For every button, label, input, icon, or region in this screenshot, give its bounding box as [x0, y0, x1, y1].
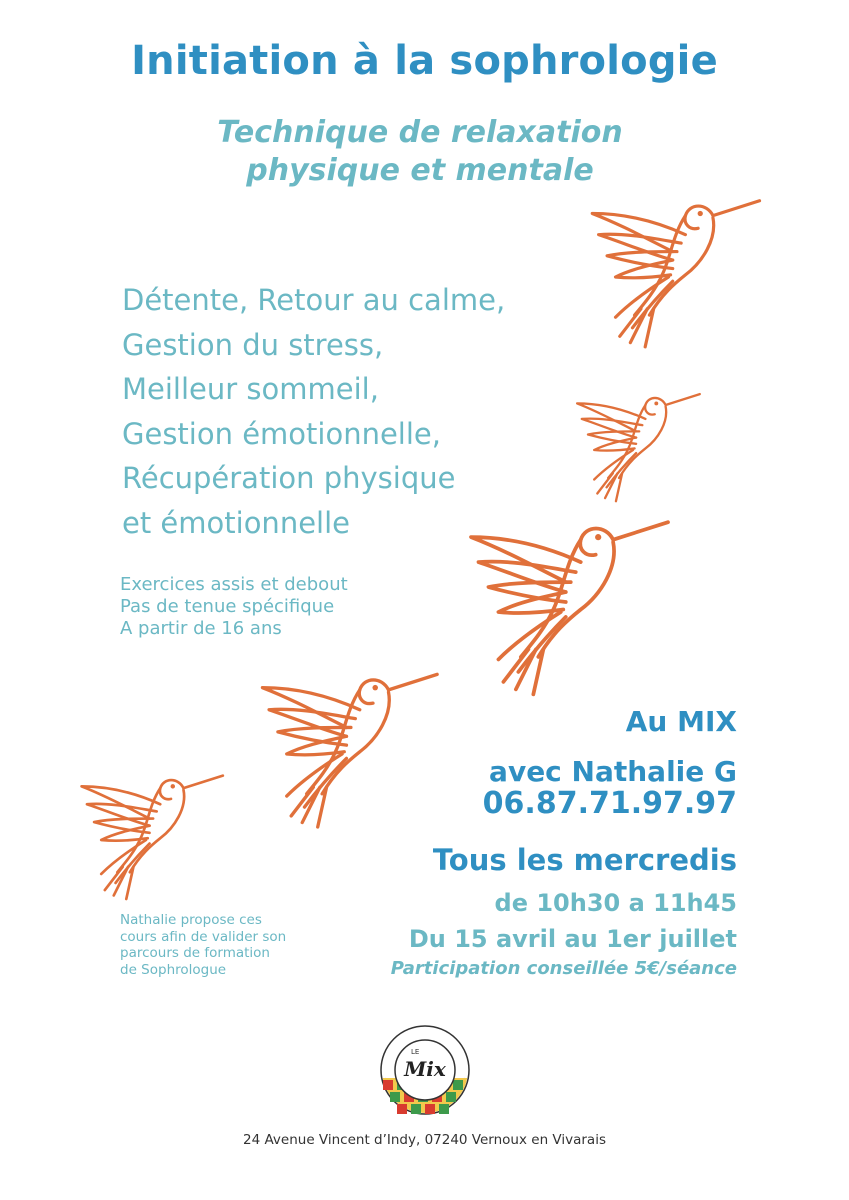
details-list: [120, 574, 348, 640]
schedule-fee: Participation conseillée 5€/séance: [390, 958, 737, 979]
schedule-dates: Du 15 avril au 1er juillet: [408, 925, 737, 953]
benefit-item: Meilleur sommeil,: [122, 372, 379, 406]
logo-small-text: LE: [411, 1048, 420, 1056]
hummingbird-icon: [78, 764, 230, 916]
note-line: cours afin de valider son: [120, 928, 287, 945]
schedule-day: Tous les mercredis: [432, 843, 737, 877]
benefits-list: [122, 278, 505, 545]
benefit-item: et émotionnelle: [122, 505, 350, 540]
detail-item: Pas de tenue spécifique: [120, 596, 335, 617]
subtitle-line-1: Technique de relaxation: [217, 115, 623, 150]
hummingbird-icon: [466, 506, 678, 718]
benefit-item: Gestion du stress,: [122, 327, 384, 362]
subtitle-line-2: physique et mentale: [246, 153, 594, 188]
benefit-item: Gestion émotionnelle,: [122, 416, 441, 451]
benefit-item: Récupération physique: [122, 461, 456, 495]
benefit-item: Détente, Retour au calme,: [122, 283, 506, 317]
instructor-note: [120, 912, 286, 978]
detail-item: A partir de 16 ans: [120, 618, 282, 639]
page-title: Initiation à la sophrologie: [131, 38, 718, 84]
note-line: de Sophrologue: [120, 961, 227, 978]
address: 24 Avenue Vincent d’Indy, 07240 Vernoux en Vivarais: [243, 1132, 606, 1148]
note-line: Nathalie propose ces: [120, 912, 262, 928]
hummingbird-icon: [588, 184, 768, 370]
detail-item: Exercices assis et debout: [120, 574, 348, 595]
le-mix-logo: [375, 1020, 475, 1120]
schedule-time: de 10h30 a 11h45: [494, 889, 737, 917]
phone-number: 06.87.71.97.97: [482, 786, 737, 821]
logo-main-text: Mix: [404, 1057, 446, 1081]
hummingbird-icon: [258, 656, 446, 852]
venue-place: Au MIX: [625, 705, 737, 738]
hummingbird-icon: [574, 384, 706, 516]
note-line: parcours de formation: [120, 945, 270, 961]
venue-host: avec Nathalie G: [489, 755, 737, 788]
venue-block: [489, 697, 737, 797]
subtitle: [120, 114, 720, 190]
